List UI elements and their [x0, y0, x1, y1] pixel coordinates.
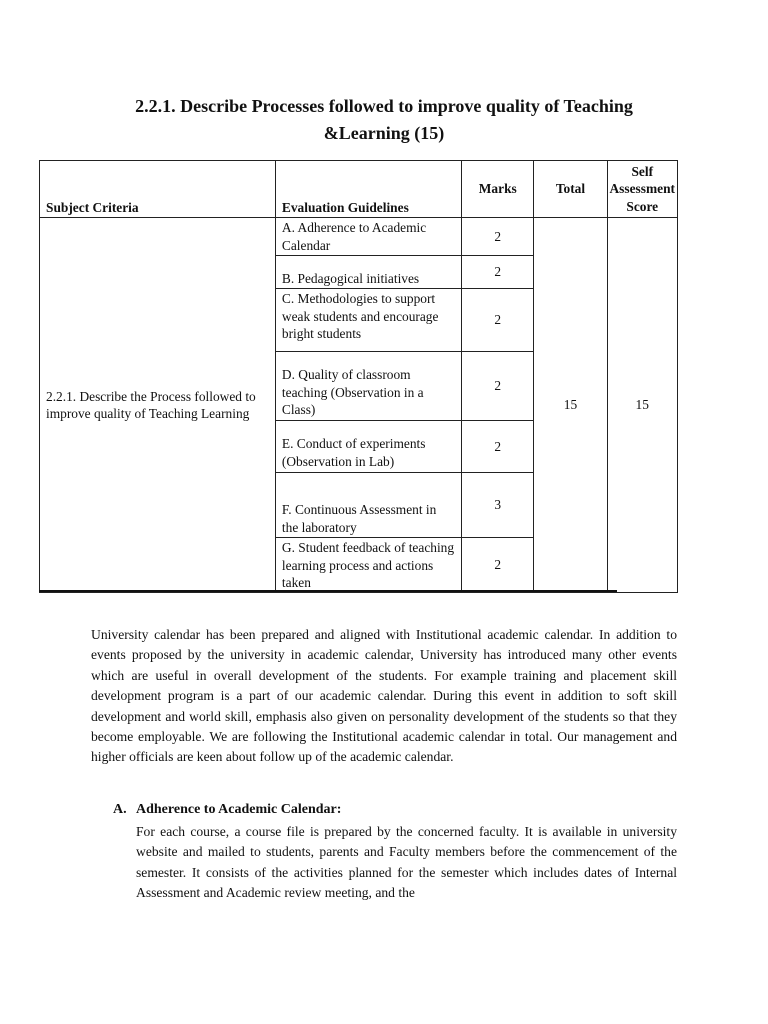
page-title	[60, 93, 708, 147]
marks-cell: 2	[462, 218, 534, 256]
section-a-heading	[113, 802, 341, 818]
self-score-cell: 15	[607, 218, 678, 593]
marks-cell: 2	[462, 538, 534, 593]
table-row	[40, 218, 678, 256]
marks-cell: 2	[462, 352, 534, 421]
header-marks: Marks	[462, 161, 534, 218]
marks-cell: 2	[462, 421, 534, 473]
criteria-table	[39, 160, 678, 593]
guideline-cell: G. Student feedback of teaching learning process and actions taken	[275, 538, 461, 593]
guideline-cell: E. Conduct of experiments (Observation in Lab)	[275, 421, 461, 473]
guideline-cell: D. Quality of classroom teaching (Observation in a Class)	[275, 352, 461, 421]
total-cell: 15	[534, 218, 607, 593]
table-bottom-rule	[39, 590, 617, 592]
title-line-1: 2.2.1. Describe Processes followed to improve quality of Teaching	[135, 96, 633, 116]
header-total: Total	[534, 161, 607, 218]
guideline-cell: F. Continuous Assessment in the laboratory	[275, 473, 461, 538]
section-a-title: Adherence to Academic Calendar:	[136, 802, 342, 817]
marks-cell: 2	[462, 256, 534, 289]
table-header-row	[40, 161, 678, 218]
header-subject-criteria: Subject Criteria	[40, 161, 276, 218]
section-a-body: For each course, a course file is prepared by the concerned faculty. It is available in university website and mailed to students, parents and Faculty members before the commencement of the semester. It consists of the activities planned for the semester which includes dates of Internal Assessment and Academic review meeting, and the	[136, 824, 677, 901]
guideline-cell: B. Pedagogical initiatives	[275, 256, 461, 289]
intro-paragraph: University calendar has been prepared and aligned with Institutional academic calendar. In addition to events proposed by the university in academic calendar, University has introduced many other events which are useful in overall development of the students. For example training and placement skill development program is a part of our academic calendar. During this event in addition to soft skill development and world skill, emphasis also given on personality development of the students so that they become employable. We are following the Institutional academic calendar in total. Our management and higher officials are keen about follow up of the academic calendar.	[91, 627, 677, 765]
header-self-assessment-score: Self Assessment Score	[607, 161, 678, 218]
section-a-label: A.	[113, 802, 127, 817]
marks-cell: 3	[462, 473, 534, 538]
title-line-2: &Learning (15)	[323, 123, 445, 143]
marks-cell: 2	[462, 289, 534, 352]
guideline-cell: C. Methodologies to support weak students and encourage bright students	[275, 289, 461, 352]
guideline-cell: A. Adherence to Academic Calendar	[275, 218, 461, 256]
subject-criteria-cell: 2.2.1. Describe the Process followed to improve quality of Teaching Learning	[40, 218, 276, 593]
header-evaluation-guidelines: Evaluation Guidelines	[275, 161, 461, 218]
